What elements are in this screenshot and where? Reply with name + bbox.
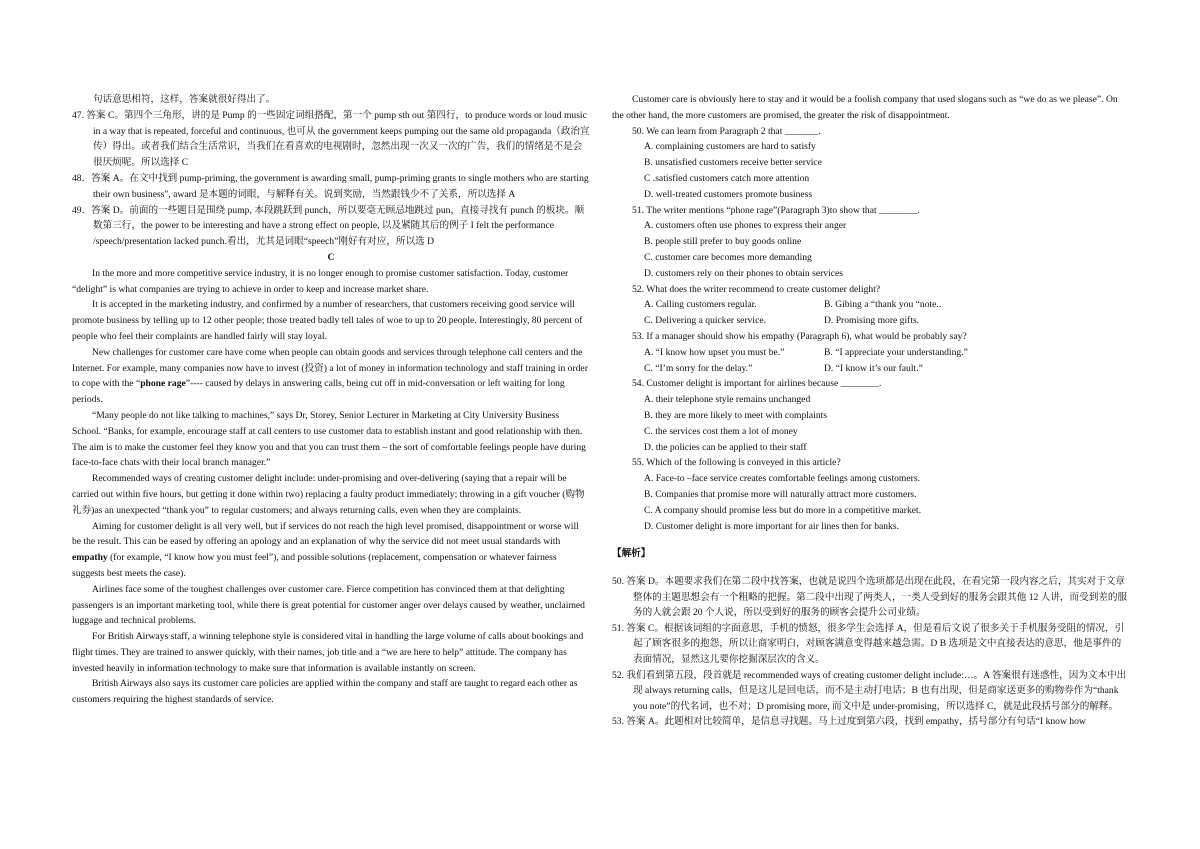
- empathy-term: empathy: [72, 552, 108, 564]
- question-52: 52. What does the writer recommend to create customer delight?: [632, 283, 881, 295]
- option-54-b: B. they are more likely to meet with complaints: [644, 409, 828, 421]
- section-heading: C: [327, 251, 335, 263]
- right-column: [612, 92, 1130, 730]
- option-54-d: D. the policies can be applied to their staff: [644, 441, 807, 453]
- explanation-51: 51. 答案 C。根据该词组的字面意思，手机的愤怒，很多学生会选择 A，但是看后文说了很多关于手机服务受阻的情况，引起了顾客很多的抱怨，所以让商家明白，对顾客满意变得越来越急需。D B 选项是文中直接表达的意思，他是事件的表面情况，显然这儿要你挖掘深层次的含义。: [612, 622, 1125, 666]
- option-54-a: A. their telephone style remains unchanged: [644, 394, 811, 406]
- passage-paragraph-10: Customer care is obviously here to stay and it would be a foolish company that used slogans such as “we do as we please”. On the other hand, the more customers are promised, the greater the risk of disappointment.: [612, 94, 1118, 121]
- options-53-cd: [612, 361, 1130, 377]
- passage-paragraph-7: Airlines face some of the toughest challenges over customer care. Fierce competition has convinced them at that delighting passengers is an important marketing tool, while there is great potential for customer anger over delays caused by weather, unclaimed luggage and technical problems.: [72, 583, 585, 627]
- option-55-b: B. Companies that promise more will naturally attract more customers.: [644, 488, 917, 500]
- passage-paragraph-8: For British Airways staff, a winning telephone style is considered vital in handling the large volume of calls about bookings and flight times. They are trained to answer quickly, with their names, job title and a “we are here to help” attitude. The company has invested heavily in information technology to make sure that information is available instantly on screen.: [72, 631, 584, 674]
- options-52-ab: [612, 297, 1130, 313]
- options-53-ab: [612, 345, 1130, 361]
- analysis-heading: 【解析】: [612, 548, 651, 560]
- passage-paragraph-3: [72, 345, 590, 408]
- paragraph-3-text-b: ”---- caused by delays in answering calls, being cut off in mid-conversation or left waiting for long periods.: [72, 378, 565, 406]
- option-51-d: D. customers rely on their phones to obtain services: [644, 267, 844, 279]
- option-52-a: A. Calling customers regular.: [644, 299, 757, 311]
- answer-48: 48．答案 A。在文中找到 pump-priming, the government is awarding small, pump-priming grants to single mothers who are starting their own business", award 是本题的词眼，与解释有关。说到奖励，当然跟钱少不了关系，所以选择 A: [72, 172, 589, 200]
- phone-rage-term: phone rage: [140, 378, 186, 390]
- option-55-a: A. Face-to –face service creates comfortable feelings among customers.: [644, 473, 920, 485]
- option-53-c: C. “I’m sorry for the delay.”: [644, 362, 753, 374]
- option-50-a: A. complaining customers are hard to satisfy: [644, 141, 816, 153]
- option-54-c: C. the services cost them a lot of money: [644, 425, 798, 437]
- answer-49: 49．答案 D。前面的一些题目是围绕 pump, 本段跳跃到 punch，所以要毫无顾忌地跳过 pun，直接寻找有 punch 的板块。顺数第三行，the power to be interesting and have a strong effect on people, 以及紧随其后的例子 I felt the performance /speech/presentation lacked punch.看出，尤其是词眼“speech”刚好有对应，所以选 D: [72, 204, 585, 248]
- option-51-c: C. customer care becomes more demanding: [644, 251, 812, 263]
- option-55-d: D. Customer delight is more important for air lines then for banks.: [644, 520, 899, 532]
- question-53: 53. If a manager should show his empathy (Paragraph 6), what would be probably say?: [632, 330, 967, 342]
- passage-paragraph-9: British Airways also says its customer care policies are applied within the company and staff are taught to regard each other as customers requiring the highest standards of service.: [72, 678, 578, 706]
- option-53-b: B. “I appreciate your understanding.”: [824, 346, 968, 358]
- passage-paragraph-5: Recommended ways of creating customer delight include: under-promising and over-delivering (saying that a repair will be carried out within five hours, but getting it done within two) replacing a faulty product immediately; throwing in a gift voucher (购物礼券)as an unexpected “thank you” to regular customers; and always returning calls, even when they are complaints.: [72, 473, 585, 516]
- question-51: 51. The writer mentions “phone rage”(Paragraph 3)to show that ________.: [632, 204, 920, 216]
- question-50: 50. We can learn from Paragraph 2 that _______.: [632, 125, 821, 137]
- passage-paragraph-6: [72, 519, 590, 582]
- paragraph-6-text-b: (for example, “I know how you must feel”), and possible solutions (replacement, compensation or whatever fairness suggests best meets the case).: [72, 552, 557, 579]
- options-52-cd: [612, 313, 1130, 329]
- question-54: 54. Customer delight is important for airlines because ________.: [632, 378, 882, 390]
- option-55-c: C. A company should promise less but do more in a competitive market.: [644, 504, 922, 516]
- paragraph-3-text-a: New challenges for customer care have come when people can obtain goods and services through telephone call centers and the Internet. For example, many companies now have to invest (投资) a lot of money in information technology and staff training in order to cope with the “: [72, 346, 588, 390]
- explanation-50: 50. 答案 D。本题要求我们在第二段中找答案，也就是说四个选项都是出现在此段，在看完第一段内容之后，其实对于文章整体的主题思想会有一个粗略的把握。第二段中出现了两类人，一类人受到好的服务会跟其他 12 人讲，而受到差的服务的人就会跟 20 个人说，所以受到好的服务的顾客会提升公司业绩。: [612, 576, 1128, 619]
- explanation-52: 52. 我们看到第五段，段首就是 recommended ways of creating customer delight include:…。A 答案很有迷惑性，因为文本中出现 always returning calls，但是这儿是回电话，而不是主动打电话；B 也有出现，但是商家送更多的购物券作为“thank you note”的代名词，也不对；D promising more, 而文中是 under-promising，所以选择 C，就是此段括号部分的解释。: [612, 669, 1127, 712]
- option-52-c: C. Delivering a quicker service.: [644, 315, 767, 327]
- option-50-c: C .satisfied customers catch more attention: [644, 172, 810, 184]
- passage-paragraph-1: In the more and more competitive service industry, it is no longer enough to promise customer satisfaction. Today, customer “delight” is what companies are trying to achieve in order to keep and increase market share.: [72, 267, 569, 295]
- passage-paragraph-4: “Many people do not like talking to machines,” says Dr, Storey, Senior Lecturer in Marketing at City University Business School. “Banks, for example, encourage staff at call centers to use customer data to establish instant and good relationship with then. The aim is to make the customer feel they know you and that you can trust them – the sort of comfortable feelings people have during face-to-face chats with their local branch manager.”: [72, 409, 586, 469]
- left-column: [72, 92, 590, 708]
- passage-paragraph-2: It is accepted in the marketing industry, and confirmed by a number of researchers, that customers receiving good service will promote business by telling up to 12 other people; those treated badly tell tales of woe to up to 20 people. Interestingly, 80 percent of people who feel their complaints are handled fairly will stay loyal.: [72, 299, 583, 342]
- option-52-d: D. Promising more gifts.: [824, 315, 920, 327]
- answer-46-tail: 句话意思相符，这样，答案就很好得出了。: [93, 94, 276, 105]
- paragraph-6-text-a: Aiming for customer delight is all very well, but if services do not reach the high level promised, disappointment or worse will be the result. This can be eased by offering an apology and an explanation of why the service did not meet usual standards with: [72, 520, 579, 548]
- option-51-b: B. people still prefer to buy goods online: [644, 236, 802, 248]
- option-52-b: B. Gibing a “thank you “note..: [824, 299, 942, 311]
- explanation-53: 53. 答案 A。此题相对比较简单，是信息寻找题。马上过度到第六段，找到 empathy，括号部分有句话“I know how: [612, 716, 1086, 728]
- option-53-d: D. “I know it’s our fault.”: [824, 362, 923, 374]
- option-50-b: B. unsatisfied customers receive better service: [644, 157, 822, 169]
- option-53-a: A. “I know how upset you must be.”: [644, 346, 785, 358]
- question-55: 55. Which of the following is conveyed in this article?: [632, 457, 841, 469]
- option-51-a: A. customers often use phones to express their anger: [644, 220, 847, 232]
- answer-47: 47. 答案 C。第四个三角形，讲的是 Pump 的一些固定词组搭配，第一个 pump sth out 第四行，to produce words or loud music in a way that is repeated, forceful and continuous, 也可从 the government keeps pumping out the same old propaganda（政治宣传）得出。或者我们结合生活常识，当我们在看喜欢的电视剧时，忽然出现一次又一次的广告，我们的情绪是不是会很厌烦呢。所以选择 C: [72, 109, 590, 169]
- option-50-d: D. well-treated customers promote business: [644, 188, 813, 200]
